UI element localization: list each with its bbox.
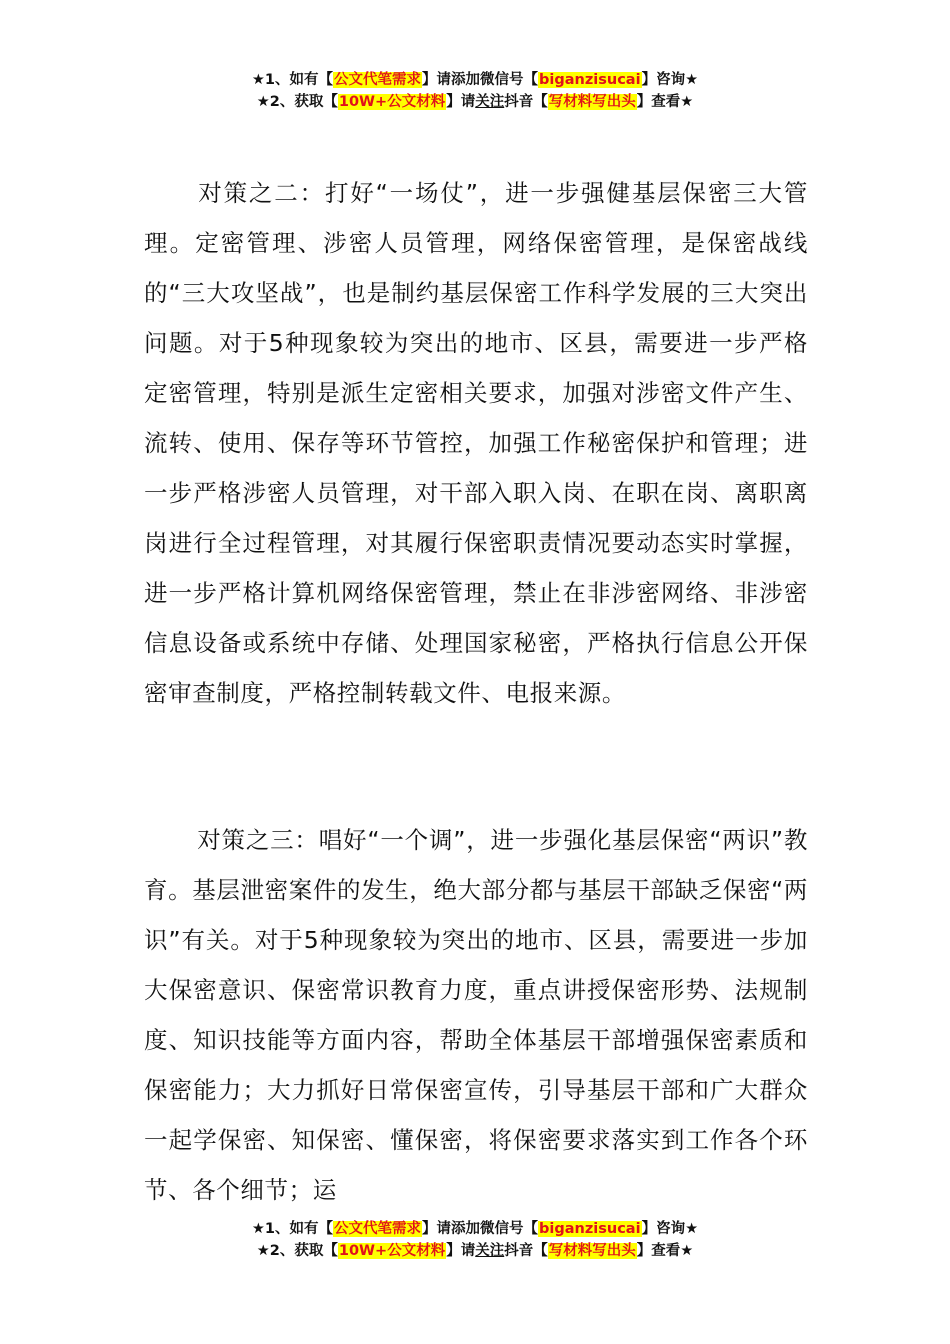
banner-text: 抖音【	[504, 1243, 548, 1259]
paragraph-strategy-three	[144, 815, 808, 1215]
banner-text: ★2、获取【	[256, 94, 338, 110]
highlight-douyin: 写材料写出头	[548, 94, 636, 110]
banner-text: 微信号【	[480, 72, 539, 88]
banner-text: 】请添	[422, 72, 466, 88]
paragraph-text: 对策之二：打好“一场仗”，进一步强健基层保密三大管理。定密管理、涉密人员管理，网络保密管理，是保密战线的“三大攻坚战”，也是制约基层保密工作科学发展的三大突出问题。对于5种现象较为突出的地市、区县，需要进一步严格定密管理，特别是派生定密相关要求，加强对涉密文件产生、流转、使用、保存等环节管控，加强工作秘密保护和管理；进一步严格涉密人员管理，对干部入职入岗、在职在岗、离职离岗进行全过程管理，对其履行保密职责情况要动态实时掌握，进一步严格计算机网络保密管理，禁止在非涉密网络、非涉密信息设备或系统中存储、处理国家秘密，严格执行信息公开保密审查制度，严格控制转载文件、电报来源。	[144, 179, 808, 707]
banner-text: ★1、如有【	[251, 72, 334, 88]
paragraph-text: 对策之三：唱好“一个调”，进一步强化基层保密“两识”教育。基层泄密案件的发生，绝大部分都与基层干部缺乏保密“两识”有关。对于5种现象较为突出的地市、区县，需要进一步加大保密意识、保密常识教育力度，重点讲授保密形势、法规制度、知识技能等方面内容，帮助全体基层干部增强保密素质和保密能力；大力抓好日常保密宣传，引导基层干部和广大群众一起学保密、知保密、懂保密，将保密要求落实到工作各个环节、各个细节；运	[144, 826, 808, 1204]
banner-text: 】请	[446, 94, 476, 110]
highlight-service: 公文代笔需求	[334, 1221, 422, 1237]
banner-text: 关注	[475, 1243, 505, 1259]
footer-banner	[0, 1218, 950, 1262]
banner-line-1	[0, 69, 950, 91]
banner-text: 】咨询★	[641, 1221, 699, 1237]
banner-text: 关注	[475, 94, 505, 110]
banner-text: 抖音【	[504, 94, 548, 110]
highlight-douyin: 写材料写出头	[548, 1243, 636, 1259]
banner-text: 】咨询★	[641, 72, 699, 88]
banner-text: ★1、如有【	[251, 1221, 334, 1237]
banner-text: 】请	[446, 1243, 476, 1259]
highlight-wechat-id: biganzisucai	[539, 1221, 641, 1237]
highlight-materials: 10W+公文材料	[338, 1243, 446, 1259]
banner-text: 微信号【	[480, 1221, 539, 1237]
highlight-service: 公文代笔需求	[334, 72, 422, 88]
banner-text: 】查看★	[636, 94, 694, 110]
banner-line-1	[0, 1218, 950, 1240]
highlight-materials: 10W+公文材料	[338, 94, 446, 110]
banner-text: 】请添	[422, 1221, 466, 1237]
banner-line-2	[0, 1240, 950, 1262]
banner-text: 】查看★	[636, 1243, 694, 1259]
paragraph-strategy-two	[144, 168, 808, 718]
banner-text: 加	[465, 72, 481, 88]
banner-text: ★2、获取【	[256, 1243, 338, 1259]
banner-line-2	[0, 91, 950, 113]
highlight-wechat-id: biganzisucai	[539, 72, 641, 88]
banner-text: 加	[465, 1221, 481, 1237]
header-banner	[0, 69, 950, 113]
